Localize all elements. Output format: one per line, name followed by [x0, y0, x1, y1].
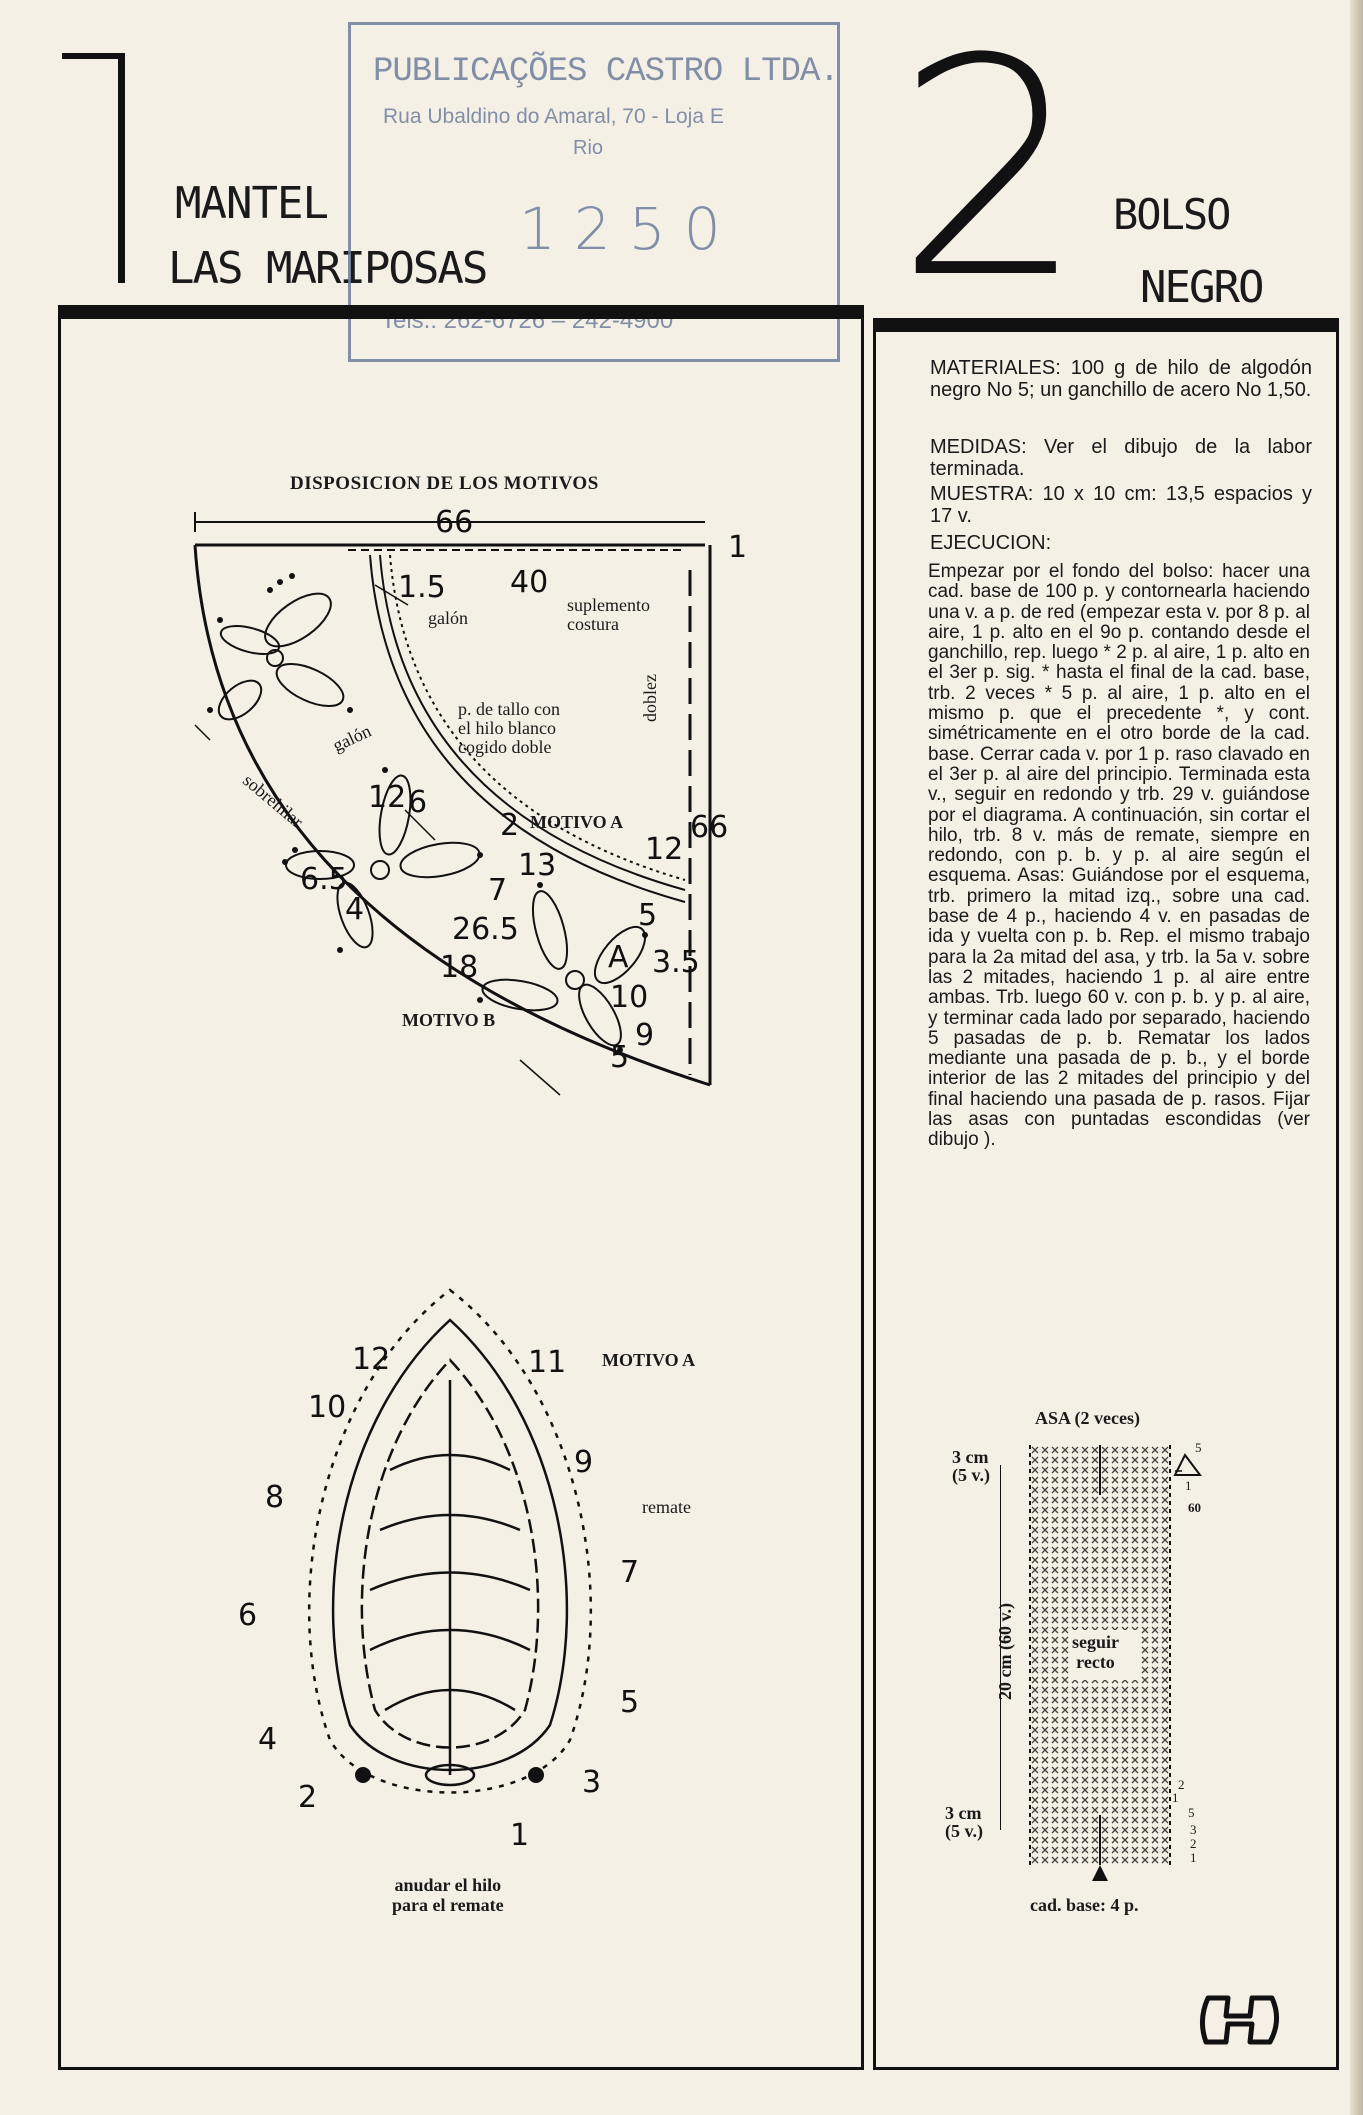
dim-2: 2 — [500, 808, 520, 843]
ejecucion-label: EJECUCION: — [930, 532, 1052, 554]
label-galon-side: galón — [329, 720, 375, 756]
label-sobrehilar: sobrehilar — [239, 770, 308, 832]
dim-6: 6 — [408, 785, 428, 820]
asa-row-3: 3 — [1190, 1822, 1197, 1837]
motif-a-caption: anudar el hilo para el remate — [392, 1875, 504, 1915]
muestra-text: 10 x 10 cm: 13,5 espacios y 17 v. — [930, 483, 1312, 527]
left-title-line2: LAS MARIPOSAS — [168, 243, 487, 294]
asa-row-5-top: 5 — [1195, 1440, 1202, 1455]
dim-10: 10 — [610, 980, 649, 1015]
asa-row-2-bottom: 2 — [1190, 1836, 1197, 1851]
dim-12-left: 12 — [368, 780, 407, 815]
section-number-1 — [0, 0, 1, 1]
stamp-phones: Tels.: 262-6726 – 242-4900 — [381, 307, 674, 334]
publisher-logo-icon — [1198, 1990, 1284, 2050]
materiales-label: MATERIALES: — [930, 357, 1061, 379]
section-number-2: 2 — [895, 0, 1086, 344]
round-8: 8 — [265, 1480, 285, 1515]
dim-1-5: 1.5 — [398, 570, 446, 605]
stamp-address: Rua Ubaldino do Amaral, 70 - Loja E — [383, 105, 724, 128]
round-7: 7 — [620, 1555, 640, 1590]
asa-mid-dim: 20 cm (60 v.) — [995, 1603, 1015, 1700]
round-6: 6 — [238, 1598, 258, 1633]
number-one-bar — [118, 53, 125, 283]
page-edge-shadow — [1350, 0, 1363, 2115]
asa-title: ASA (2 veces) — [1035, 1408, 1140, 1428]
dim-26-5: 26.5 — [452, 912, 519, 947]
dim-1: 1 — [728, 530, 748, 565]
asa-row-2: 2 — [1178, 1777, 1185, 1792]
dim-66-side: 66 — [690, 810, 729, 845]
dim-3-5: 3.5 — [652, 945, 700, 980]
asa-row-1-bottom: 1 — [1190, 1850, 1197, 1865]
dim-7: 7 — [488, 873, 508, 908]
round-10: 10 — [308, 1390, 347, 1425]
left-title-line1: MANTEL — [175, 178, 328, 229]
muestra-section — [930, 484, 1312, 527]
medidas-text: Ver el dibujo de la labor terminada. — [930, 436, 1312, 480]
label-letter-a: A — [608, 940, 629, 975]
round-9: 9 — [574, 1445, 594, 1480]
stamp-city: Rio — [573, 137, 604, 159]
muestra-label: MUESTRA: — [930, 483, 1034, 505]
right-title-line2: NEGRO — [1140, 262, 1263, 313]
asa-row-1-top: 1 — [1185, 1478, 1192, 1493]
motif-a-title: MOTIVO A — [602, 1350, 696, 1370]
label-motivo-b: MOTIVO B — [402, 1010, 496, 1030]
layout-diagram-title: DISPOSICION DE LOS MOTIVOS — [290, 473, 599, 494]
asa-center-label: seguir recto — [1072, 1632, 1119, 1672]
dim-40: 40 — [510, 565, 549, 600]
round-1: 1 — [510, 1818, 530, 1853]
stamp-company: PUBLICAÇÕES CASTRO LTDA. — [373, 53, 839, 91]
asa-row-60: 60 — [1188, 1500, 1201, 1515]
right-title-line1: BOLSO — [1113, 190, 1230, 239]
round-11: 11 — [528, 1345, 567, 1380]
dim-66-top: 66 — [435, 505, 474, 540]
header — [0, 0, 1363, 344]
materiales-text: 100 g de hilo de algodón negro No 5; un ganchillo de acero No 1,50. — [930, 357, 1312, 401]
round-5: 5 — [620, 1685, 640, 1720]
asa-row-5-bottom: 5 — [1188, 1805, 1195, 1820]
dim-5-b: 5 — [610, 1040, 630, 1075]
asa-bottom-dim: 3 cm (5 v.) — [945, 1803, 983, 1841]
dim-4: 4 — [345, 892, 365, 927]
number-one-bar-top — [62, 53, 124, 59]
asa-row-1-mid: 1 — [1172, 1790, 1179, 1805]
motif-a-chart — [250, 1270, 650, 1840]
dim-6-5: 6.5 — [300, 862, 348, 897]
label-tallo: p. de tallo con el hilo blanco cogido doble — [458, 699, 560, 757]
dim-18: 18 — [440, 950, 479, 985]
dim-9: 9 — [635, 1018, 655, 1053]
medidas-label: MEDIDAS: — [930, 436, 1027, 458]
medidas-section — [930, 437, 1312, 480]
round-2: 2 — [298, 1780, 318, 1815]
label-motivo-a-diagram: MOTIVO A — [530, 812, 624, 832]
label-galon-top: galón — [428, 608, 468, 628]
dim-13: 13 — [518, 848, 557, 883]
round-4: 4 — [258, 1722, 278, 1757]
asa-caption: cad. base: 4 p. — [1030, 1895, 1139, 1915]
label-suplemento: suplemento costura — [567, 595, 650, 634]
ejecucion-text: Empezar por el fondo del bolso: hacer una cad. base de 100 p. y contornearla haciendo una v. a p. de red (empezar esta v. por 8 p. al aire, 1 p. alto en el 9o p. contando desde el ganchillo, rep. luego * 2 p. al aire, 1 p. alto en el 3er p. sig. * hasta el final de la cad. base, trb. 2 veces * 5 p. al aire, 1 p. alto en el mismo p. que el precedente *, y cont. simétricamente en el otro borde de la cad. base. Cerrar cada v. por 1 p. raso clavado en el 3er p. al aire del principio. Terminada esta v., seguir en redondo y trb. 29 v. guiándose por el diagrama. A continuación, sin cortar el hilo, trb. 8 v. más de remate, siempre en redondo, con p. b. y p. al aire según el esquema. Asas: Guiándose por el esquema, trb. primero la mitad izq., sobre una cad. base de 4 p., haciendo 4 v. en pasadas de ida y vuelta con p. b. Rep. el mismo trabajo para la 2a mitad del asa, y trb. la 5a v. sobre las 2 mitades, haciendo 1 p. al aire entre ambas. Trb. luego 60 v. con p. b. y p. al aire, y terminar cada lado por separado, haciendo 5 pasadas de p. b. Rematar los lados mediante una pasada de p. b., y el borde interior de las 2 mitades del principio y del final haciendo una pasada de p. rasos. Fijar las asas con puntadas escondidas (ver dibujo ). — [928, 561, 1310, 1151]
asa-top-dim: 3 cm (5 v.) — [952, 1447, 990, 1485]
label-doblez: doblez — [640, 674, 660, 722]
round-3: 3 — [582, 1765, 602, 1800]
dim-5-a: 5 — [638, 898, 658, 933]
stamp-price: 1250 — [519, 195, 739, 263]
materials-section — [930, 358, 1312, 401]
motif-a-remate: remate — [642, 1497, 691, 1517]
round-12: 12 — [352, 1342, 391, 1377]
dim-12-right: 12 — [645, 832, 684, 867]
